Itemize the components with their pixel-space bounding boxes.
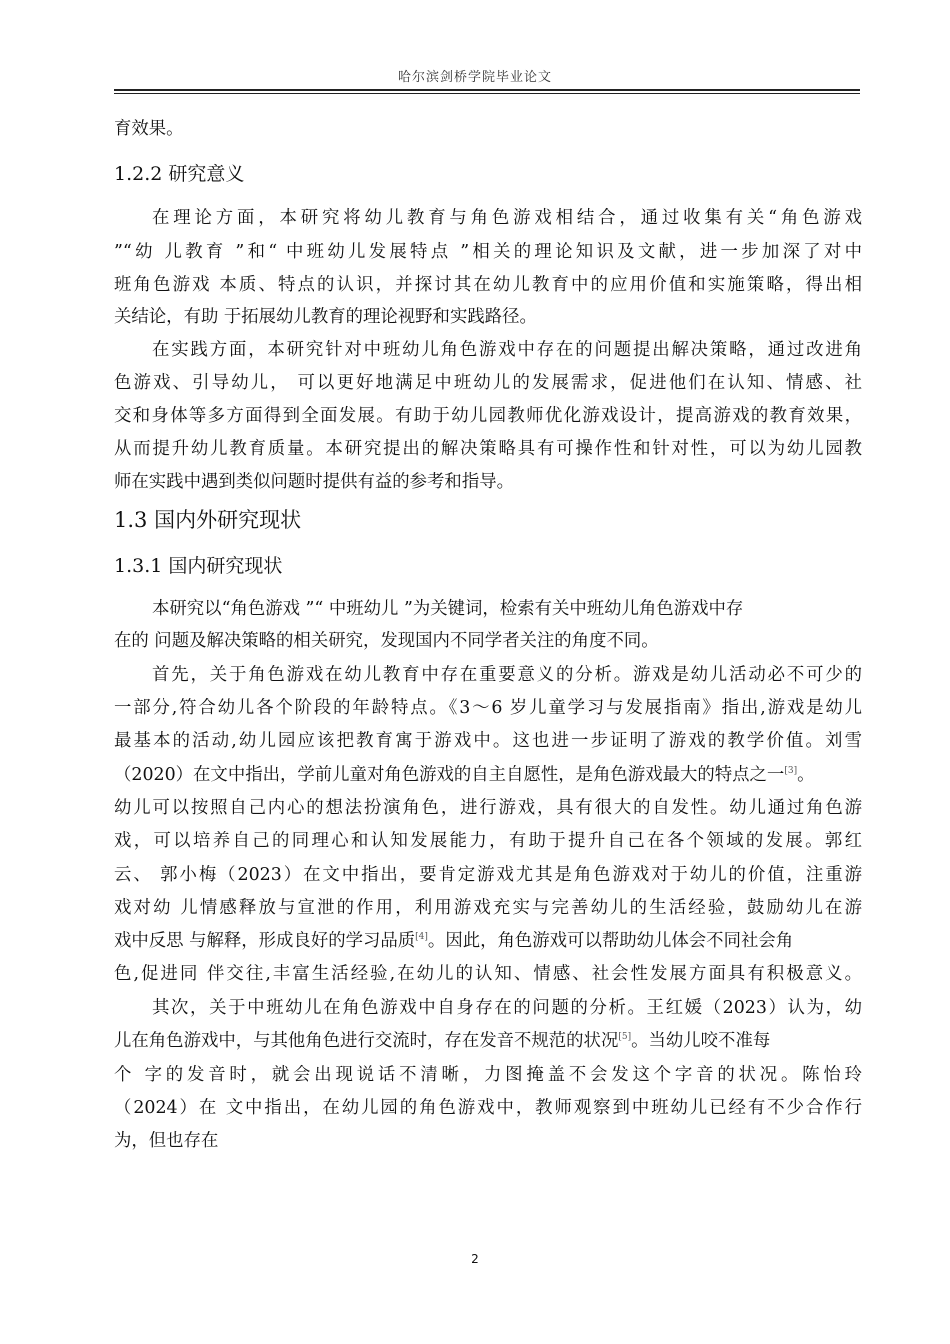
paragraph-line: 在的 问题及解决策略的相关研究，发现国内不同学者关注的角度不同。 (114, 631, 659, 651)
paragraph-line: 个 字的发音时，就会出现说话不清晰，力图掩盖不会发这个字音的状况。陈怡玲 (114, 1065, 862, 1085)
section-heading-1-3-1: 1.3.1 国内研究现状 (114, 555, 283, 577)
line-end: 。当幼儿咬不准每 (631, 1031, 771, 1051)
paragraph-line: 幼儿可以按照自己内心的想法扮演角色，进行游戏，具有很大的自发性。幼儿通过角色游 (114, 798, 862, 818)
paragraph-line: 色,促进同 伴交往,丰富生活经验,在幼儿的认知、情感、社会性发展方面具有积极意义。 (114, 964, 862, 984)
paragraph-line: 本研究以“角色游戏 ”“ 中班幼儿 ”为关键词，检索有关中班幼儿角色游戏中存 (152, 599, 744, 619)
paragraph-line (114, 1030, 770, 1052)
paragraph-line: 师在实践中遇到类似问题时提供有益的参考和指导。 (114, 472, 514, 492)
paragraph-line: 一部分,符合幼儿各个阶段的年龄特点。《3～6 岁儿童学习与发展指南》指出,游戏是幼儿 (114, 698, 862, 718)
citation-ref-3[interactable]: [3] (784, 766, 798, 776)
header-rule-thin (114, 93, 860, 94)
paragraph-line (114, 764, 814, 786)
paragraph-line: 戏对幼 儿情感释放与宣泄的作用，利用游戏充实与完善幼儿的生活经验，鼓励幼儿在游 (114, 898, 862, 918)
line-text: 戏中反思 与解释，形成良好的学习品质 (114, 931, 416, 951)
paragraph-line: ”“幼 儿教育 ”和“ 中班幼儿发展特点 ”相关的理论知识及文献，进一步加深了对中 (114, 242, 862, 262)
page-number: 2 (471, 1252, 479, 1266)
paragraph-line: 最基本的活动,幼儿园应该把教育寓于游戏中。这也进一步证明了游戏的教学价值。刘雪 (114, 731, 862, 751)
paragraph-line (114, 930, 793, 952)
header-rule-thick (114, 89, 860, 91)
paragraph-line: 云、 郭小梅（2023）在文中指出，要肯定游戏尤其是角色游戏对于幼儿的价值，注重游 (114, 865, 862, 885)
citation-ref-5[interactable]: [5] (618, 1032, 632, 1042)
section-heading-1-3: 1.3 国内外研究现状 (114, 508, 302, 532)
section-heading-1-2-2: 1.2.2 研究意义 (114, 163, 245, 185)
citation-ref-4[interactable]: [4] (415, 932, 428, 942)
paragraph-line: 戏，可以培养自己的同理心和认知发展能力，有助于提升自己在各个领域的发展。郭红 (114, 831, 862, 851)
paragraph-line: 在实践方面，本研究针对中班幼儿角色游戏中存在的问题提出解决策略，通过改进角 (152, 340, 862, 360)
paragraph-line: 在理论方面，本研究将幼儿教育与角色游戏相结合，通过收集有关“角色游戏 (152, 208, 862, 228)
line-end: 。 (797, 765, 815, 785)
line-text: （2020）在文中指出，学前儿童对角色游戏的自主自愿性，是角色游戏最大的特点之一 (114, 765, 785, 785)
paragraph-line: 关结论，有助 于拓展幼儿教育的理论视野和实践路径。 (114, 307, 537, 327)
paragraph-line: 其次，关于中班幼儿在角色游戏中自身存在的问题的分析。王红媛（2023）认为，幼 (152, 998, 862, 1018)
paragraph-line: （2024）在 文中指出，在幼儿园的角色游戏中，教师观察到中班幼儿已经有不少合作行 (114, 1098, 862, 1118)
paragraph-line: 班角色游戏 本质、特点的认识，并探讨其在幼儿教育中的应用价值和实施策略，得出相 (114, 275, 862, 295)
paragraph-line: 色游戏、引导幼儿， 可以更好地满足中班幼儿的发展需求，促进他们在认知、情感、社 (114, 373, 862, 393)
running-header: 哈尔滨剑桥学院毕业论文 (397, 70, 552, 85)
paragraph-line: 从而提升幼儿教育质量。本研究提出的解决策略具有可操作性和针对性，可以为幼儿园教 (114, 439, 862, 459)
line-text: 儿在角色游戏中，与其他角色进行交流时，存在发音不规范的状况 (114, 1031, 619, 1051)
paragraph-line: 为，但也存在 (114, 1131, 219, 1151)
paragraph-line: 交和身体等多方面得到全面发展。有助于幼儿园教师优化游戏设计，提高游戏的教育效果， (114, 406, 862, 426)
line-end: 。因此，角色游戏可以帮助幼儿体会不同社会角 (427, 931, 794, 951)
continued-paragraph-line: 育效果。 (114, 119, 184, 139)
paragraph-line: 首先，关于角色游戏在幼儿教育中存在重要意义的分析。游戏是幼儿活动必不可少的 (152, 665, 862, 685)
